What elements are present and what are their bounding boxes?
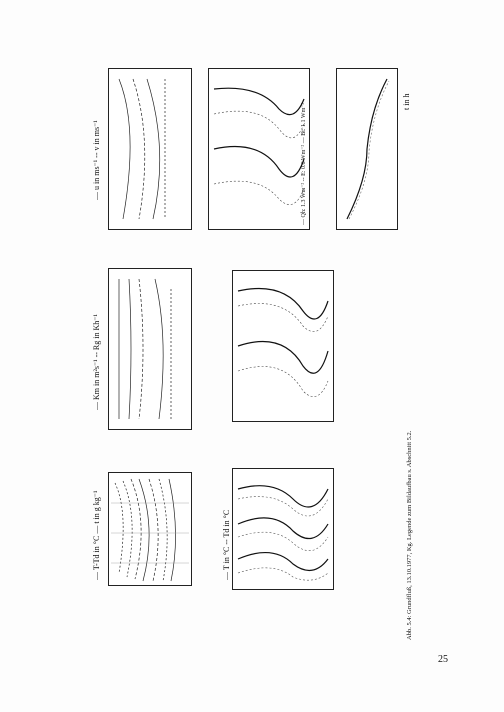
contour-plot-exchange-coefficient <box>108 268 192 430</box>
col3-top-title: — u in ms⁻¹ -- v in ms⁻¹ <box>92 120 101 200</box>
time-series-curve <box>337 69 397 229</box>
col3-bottom-axis: t in h <box>402 93 411 110</box>
contour-lines <box>109 473 191 585</box>
wind-lines <box>109 69 191 229</box>
contour-plot-temperature-moisture <box>108 472 192 586</box>
col1-bottom-title: — T in °C -- Td in °C <box>222 509 231 580</box>
page-number: 25 <box>438 654 448 665</box>
exchange-lines <box>109 269 191 429</box>
profile-plot-energy <box>208 68 310 230</box>
contour-plot-wind <box>108 68 192 230</box>
col3-mid-legend: — Qh: 1.3 Wm⁻² -- E: 0.6 Wm⁻² — Bt: 1.1 Wm⁻² <box>301 102 307 225</box>
col2-top-title: — Km in m²s⁻¹ -- Rg in Kh⁻¹ <box>92 314 101 410</box>
figure-caption: Abb. 5.4: Grundfluß, 13.10.1977, Kg. Legende zum Bildaufbau s. Abschnitt 5.2. <box>406 430 413 640</box>
profile-plot-flux <box>232 270 334 422</box>
flux-curves <box>233 271 333 421</box>
profile-plot-temperature <box>232 468 334 590</box>
col1-top-title: — T-Td in °C — t in g kg⁻¹ <box>92 490 101 580</box>
profile-curves <box>233 469 333 589</box>
time-series-plot <box>336 68 398 230</box>
energy-curves <box>209 69 309 229</box>
